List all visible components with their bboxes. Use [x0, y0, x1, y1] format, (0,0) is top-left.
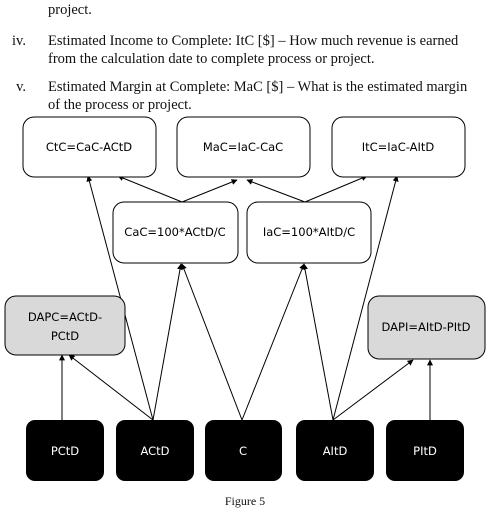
- node-pctd-label: PCtD: [50, 444, 80, 458]
- node-dapc: [5, 296, 125, 355]
- node-aitd: [296, 420, 374, 481]
- paragraph-tail: project.: [48, 2, 92, 18]
- node-pctd: [26, 420, 104, 481]
- node-pitd-label: PItD: [413, 444, 437, 458]
- list-line: of the process or project.: [48, 97, 192, 113]
- list-line: Estimated Margin at Complete: MaC [$] – What is the estimated margin: [48, 79, 468, 95]
- node-dapc-label-2: PCtD: [50, 329, 80, 343]
- list-line: Estimated Income to Complete: ItC [$] – How much revenue is earned: [48, 33, 459, 49]
- node-iac: [247, 202, 371, 263]
- list-number: iv.: [12, 33, 26, 49]
- node-c-label: C: [238, 444, 248, 458]
- edge-cac-mac: [182, 180, 237, 202]
- edge-cac-ctc: [118, 176, 182, 202]
- edge-actd-dapc: [69, 355, 153, 420]
- node-dapi: [368, 296, 485, 359]
- edge-c-cac: [182, 264, 242, 420]
- edge-aitd-iac: [304, 264, 333, 420]
- node-pitd: [386, 420, 464, 481]
- node-c: [205, 420, 282, 481]
- node-dapc-label-1: DAPC=ACtD-: [27, 310, 103, 324]
- node-cac-label: CaC=100*ACtD/C: [124, 225, 226, 239]
- edge-iac-mac: [247, 180, 305, 202]
- node-iac-label: IaC=100*AItD/C: [262, 225, 356, 239]
- node-itc-label: ItC=IaC-AItD: [361, 140, 435, 154]
- node-itc: [332, 117, 465, 177]
- node-mac-label: MaC=IaC-CaC: [202, 140, 284, 154]
- node-ctc: [23, 117, 156, 177]
- node-cac: [113, 202, 238, 263]
- node-ctc-label: CtC=CaC-ACtD: [45, 140, 133, 154]
- node-actd: [116, 420, 194, 481]
- list-number: v.: [16, 79, 26, 95]
- edge-c-iac: [242, 264, 304, 420]
- edge-aitd-dapi: [333, 360, 413, 420]
- edge-actd-cac: [153, 264, 181, 420]
- edge-iac-itc: [305, 176, 367, 202]
- node-mac: [177, 117, 310, 177]
- node-actd-label: ACtD: [140, 444, 170, 458]
- figure-caption: Figure 5: [224, 494, 266, 508]
- node-aitd-label: AItD: [322, 444, 348, 458]
- list-line: from the calculation date to complete process or project.: [48, 51, 375, 67]
- node-dapi-label: DAPI=AItD-PItD: [381, 320, 471, 334]
